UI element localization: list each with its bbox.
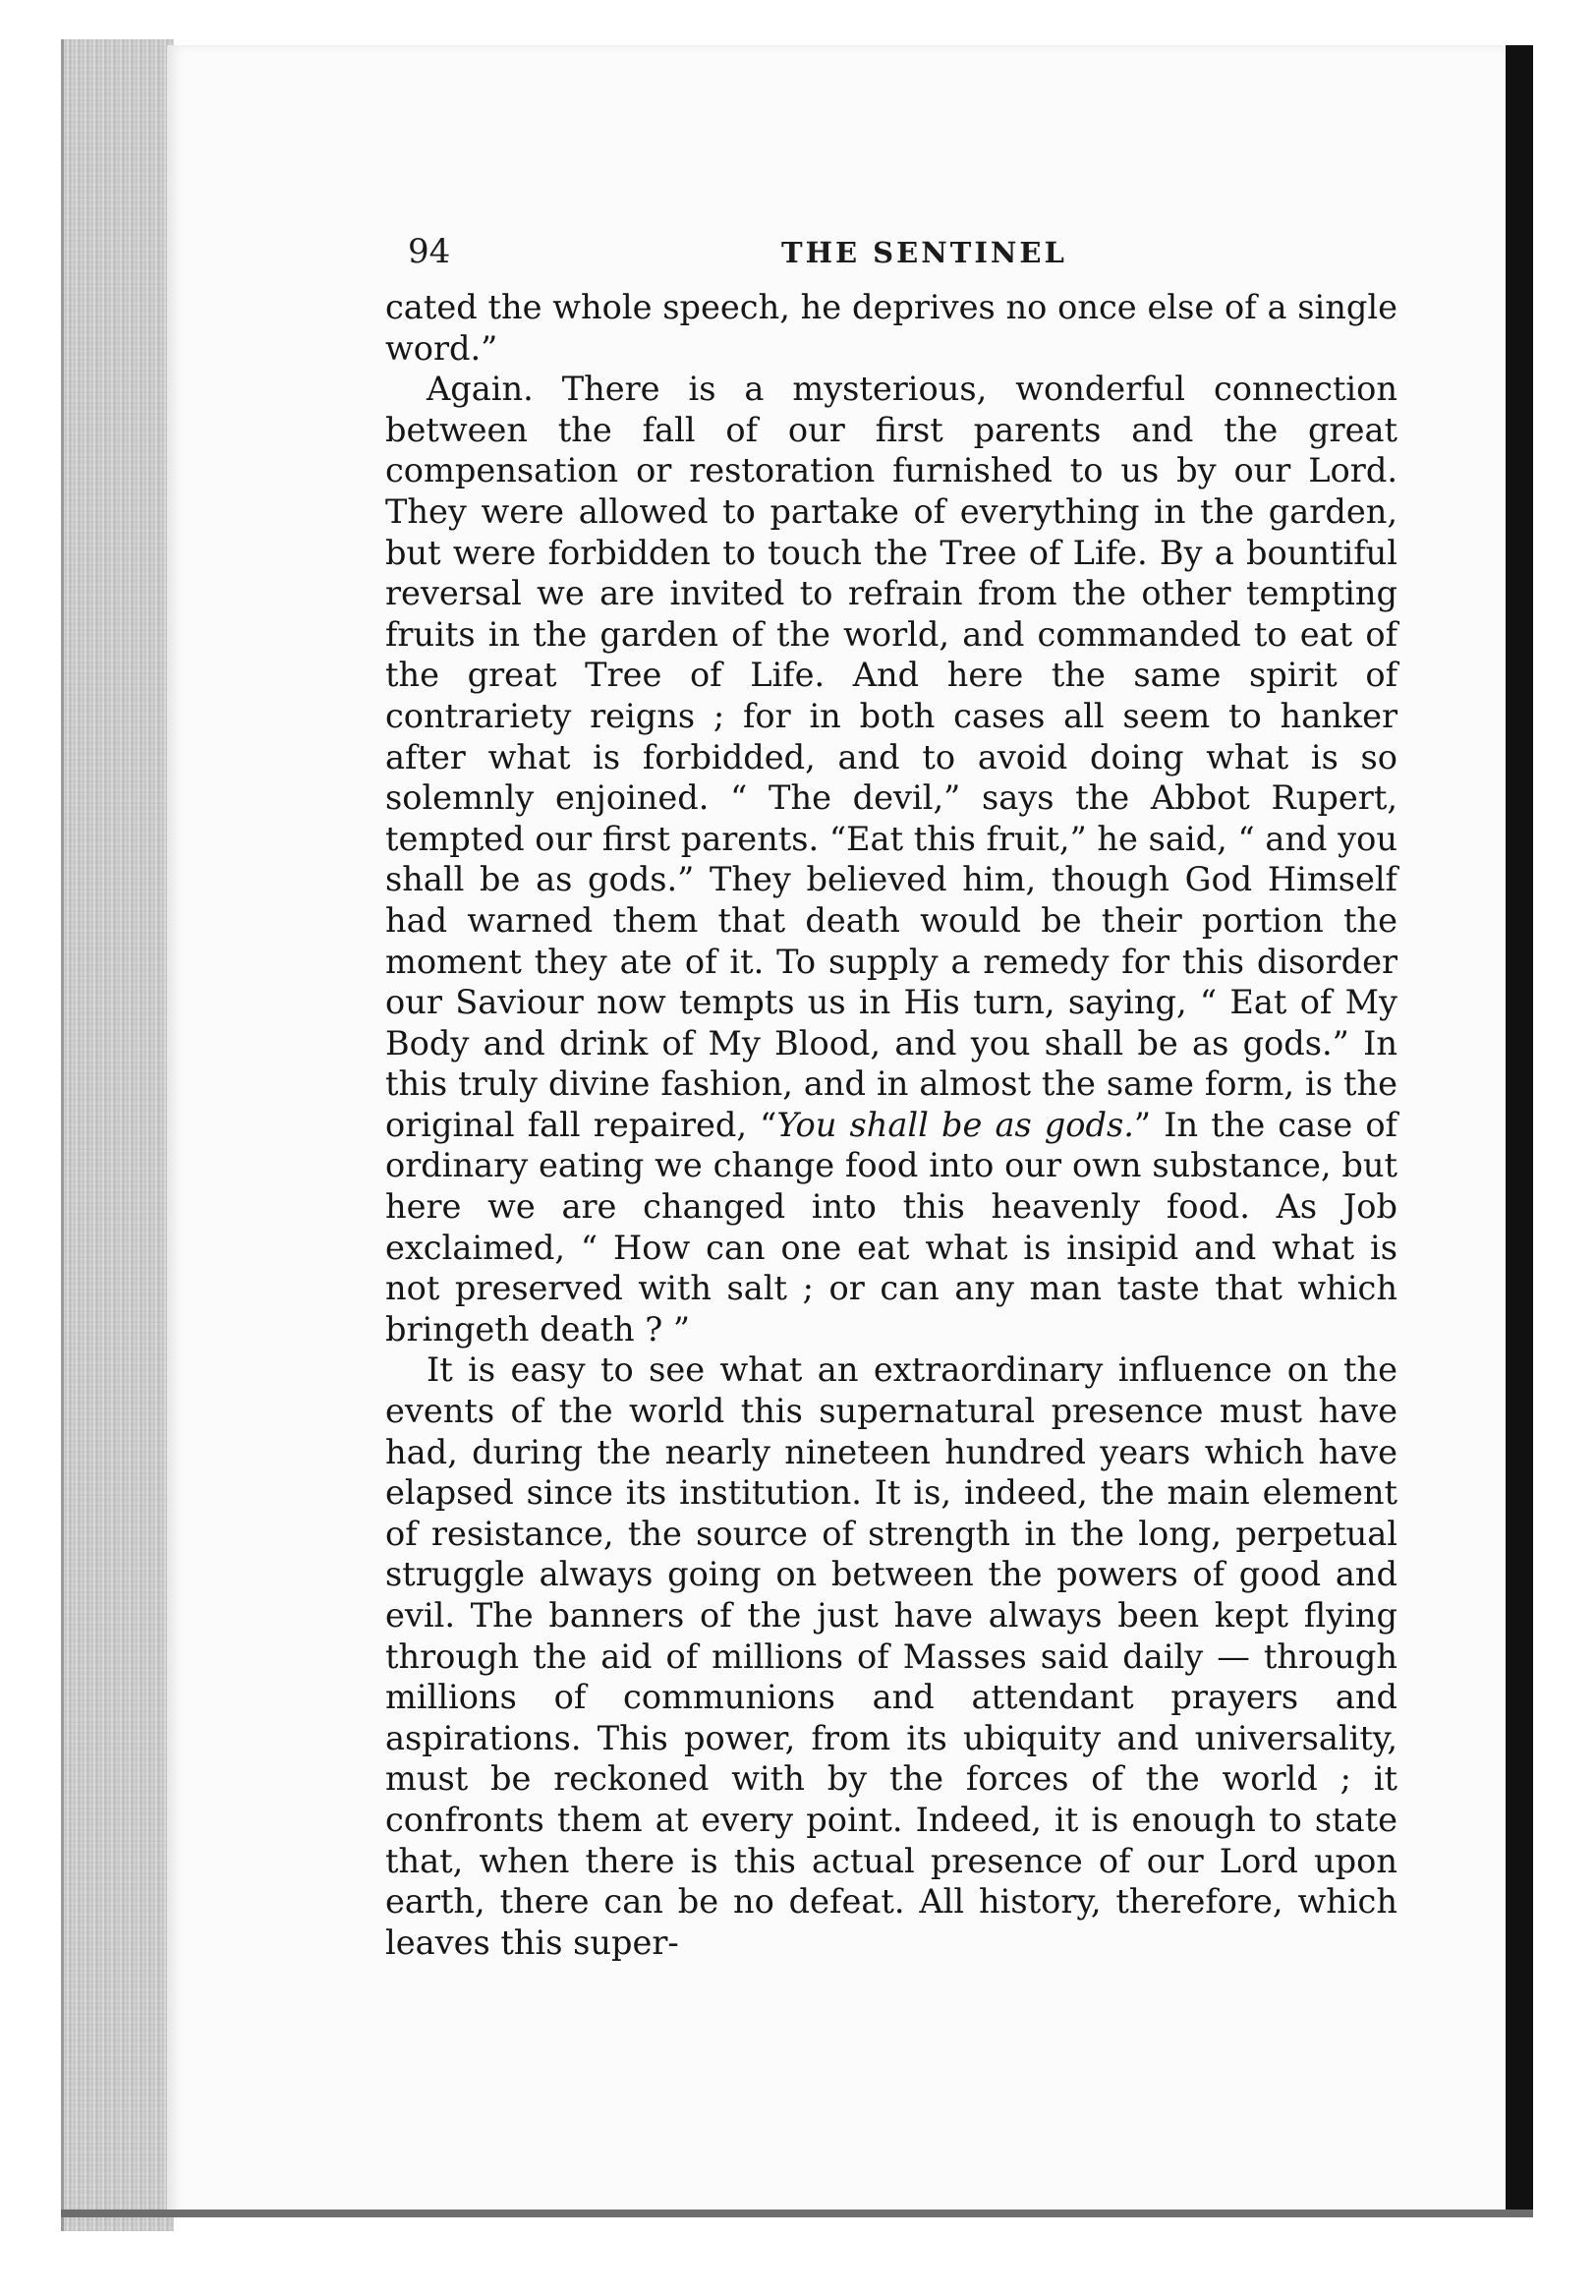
paragraph-text-after: ” In the case of ordinary eating we change food into our own substance, but here we are changed into this heavenly food. As Job exclaimed, “ How can one eat what is insipid and what is not preserved with salt ; or can any man taste that which bringeth death ? ”	[385, 1105, 1397, 1349]
page-header	[408, 232, 1400, 279]
page-gutter-shadow	[1506, 45, 1533, 2217]
page-number: 94	[408, 232, 451, 271]
paragraph-continuation: cated the whole speech, he deprives no once else of a single word.”	[385, 288, 1397, 368]
paragraph-influence: It is easy to see what an extraordinary influence on the events of the world this supernatural presence must have had, during the nearly nineteen hundred years which have elapsed since its institution. It is, indeed, the main element of resistance, the source of strength in the long, perpetual struggle always going on between the powers of good and evil. The banners of the just have always been kept flying through the aid of millions of Masses said daily — through millions of communions and attendant prayers and aspirations. This power, from its ubiquity and universality, must be reckoned with by the forces of the world ; it confronts them at every point. Indeed, it is enough to state that, when there is this actual presence of our Lord upon earth, there can be no defeat. All history, therefore, which leaves this super-	[385, 1350, 1397, 1962]
paragraph-text: Again. There is a mysterious, wonderful connection between the fall of our first parents and the great compensation or restoration furnished to us by our Lord. They were allowed to partake of everything in the garden, but were forbidden to touch the Tree of Life. By a bountiful reversal we are invited to refrain from the other tempting fruits in the garden of the world, and commanded to eat of the great Tree of Life. And here the same spirit of contrariety reigns ; for in both cases all seem to hanker after what is forbidded, and to avoid doing what is so solemnly enjoined. “ The devil,” says the Abbot Rupert, tempted our first parents. “Eat this fruit,” he said, “ and you shall be as gods.” They believed him, though God Himself had warned them that death would be their portion the moment they ate of it. To supply a remedy for this disorder our Saviour now tempts us in His turn, saying, “ Eat of My Body and drink of My Blood, and you shall be as gods.” In this truly divine fashion, and in almost the same form, is the original fall repaired, “	[385, 370, 1397, 1144]
italic-quote: You shall be as gods.	[776, 1105, 1134, 1144]
running-head: THE SENTINEL	[781, 236, 1067, 269]
paragraph-again	[385, 369, 1397, 1349]
body-text	[385, 287, 1397, 1963]
stacked-page-edges	[61, 39, 174, 2231]
page-bottom-edge	[61, 2210, 1533, 2217]
